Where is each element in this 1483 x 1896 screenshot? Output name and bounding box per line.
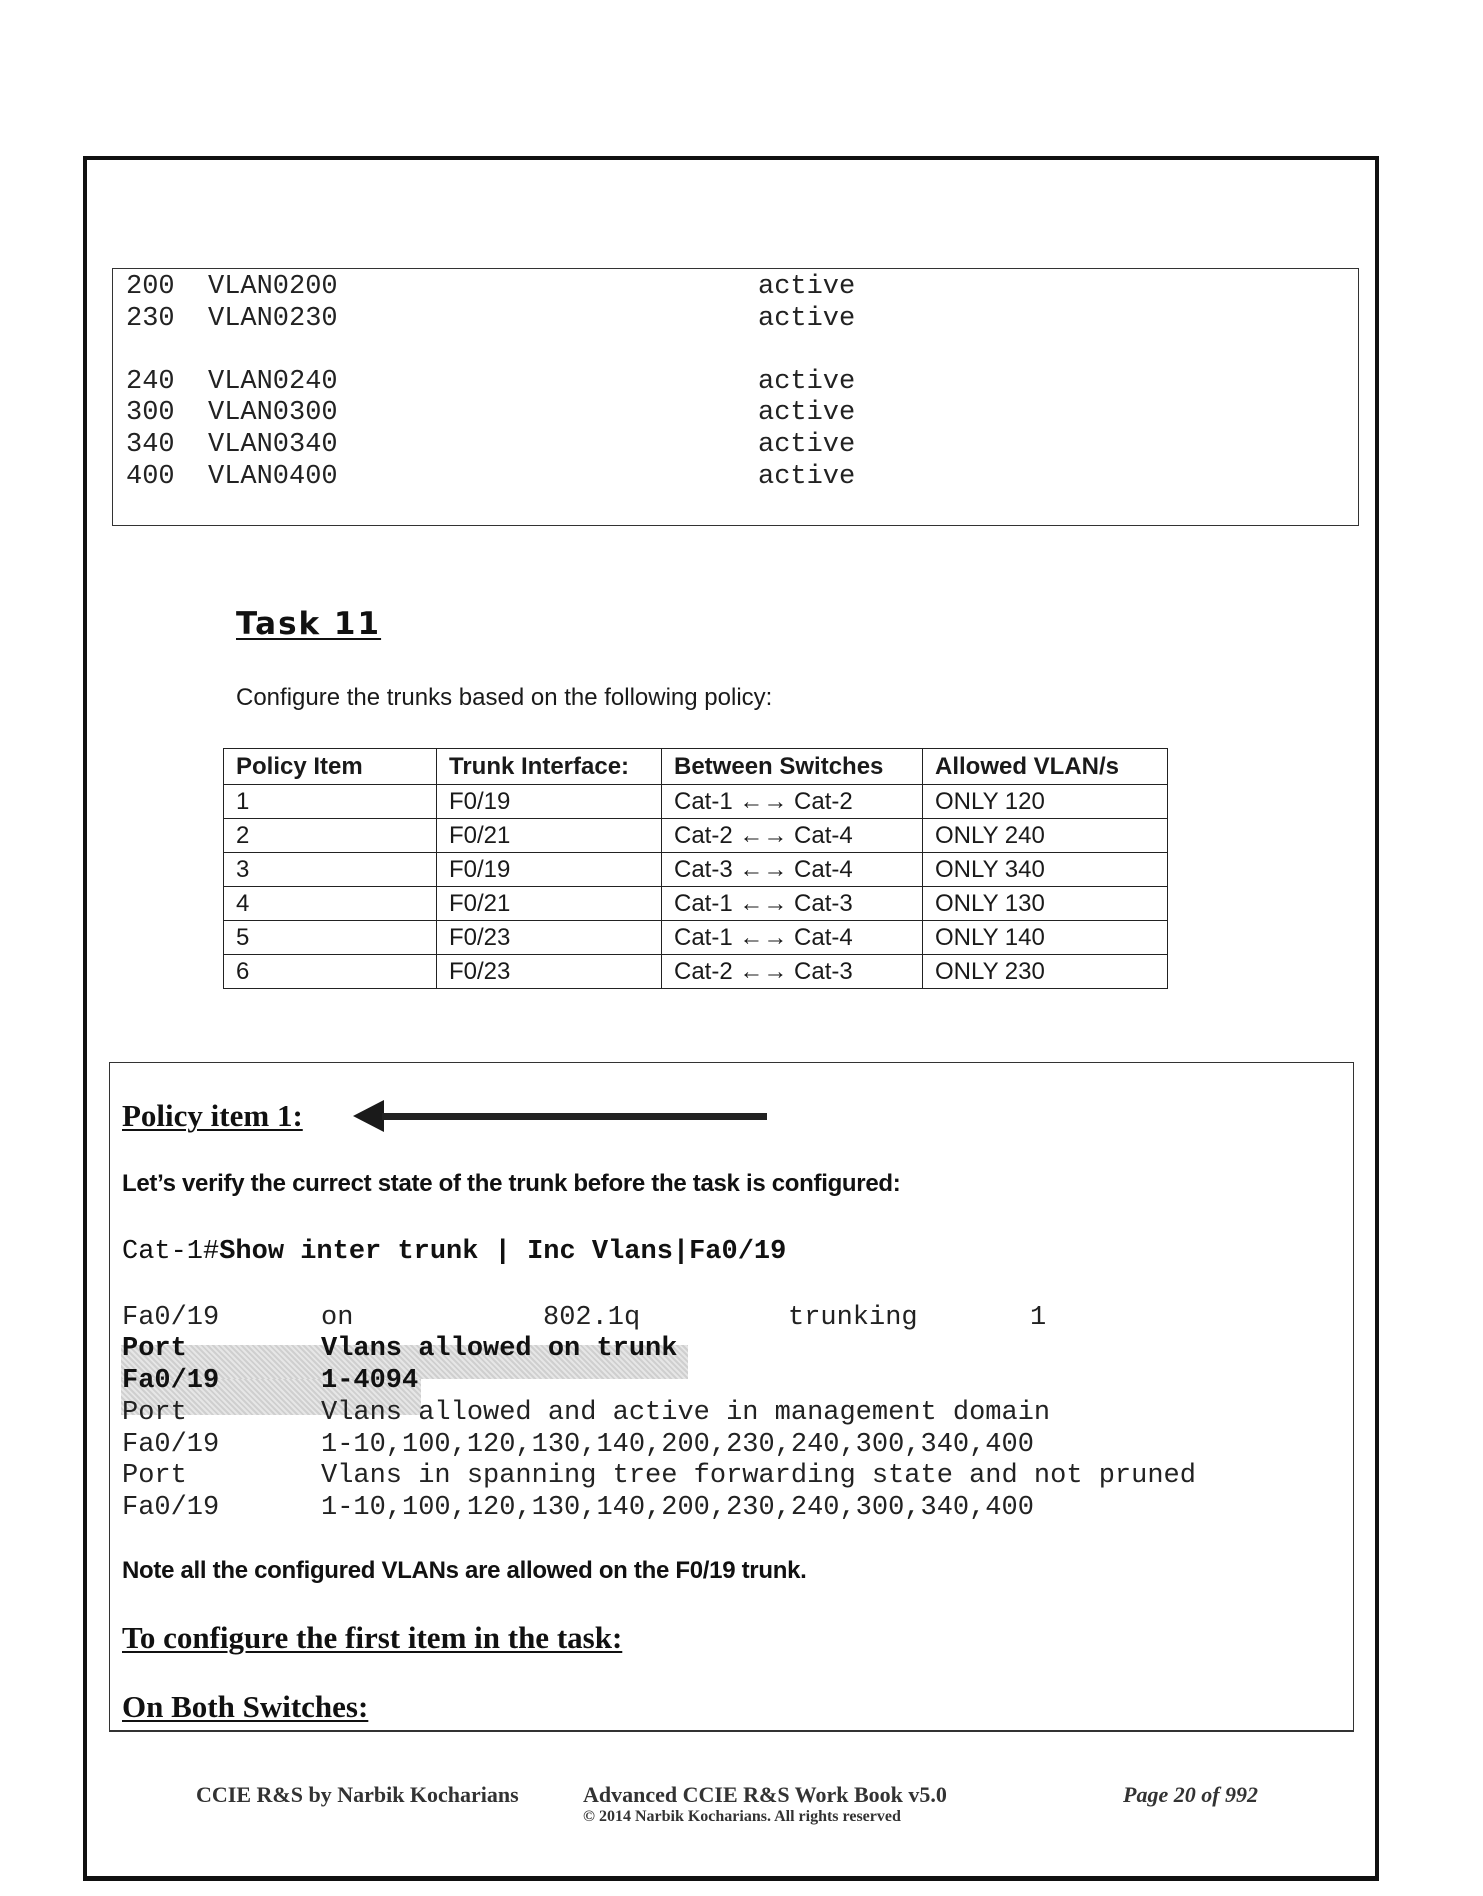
output-col: Port — [122, 1398, 187, 1428]
task-description: Configure the trunks based on the following policy: — [236, 684, 773, 711]
table-cell: 3 — [224, 853, 437, 887]
table-row — [224, 955, 1168, 989]
table-cell: F0/19 — [437, 785, 662, 819]
table-row — [224, 853, 1168, 887]
vlan-id: 340 — [126, 430, 175, 460]
configure-heading: To configure the first item in the task: — [122, 1620, 623, 1655]
column-header: Trunk Interface: — [437, 749, 662, 785]
output-col: trunking — [788, 1303, 918, 1333]
table-cell: F0/21 — [437, 819, 662, 853]
table-cell: ONLY 130 — [923, 887, 1168, 921]
table-header-row — [224, 749, 1168, 785]
vlan-status: active — [758, 272, 856, 302]
output-col: Vlans in spanning tree forwarding state and not pruned — [321, 1461, 1196, 1491]
table-cell: 6 — [224, 955, 437, 989]
cli-prompt: Cat-1# — [122, 1237, 220, 1267]
page-number: Page 20 of 992 — [1123, 1782, 1259, 1807]
table-cell: ONLY 140 — [923, 921, 1168, 955]
vlan-status: active — [758, 304, 856, 334]
vlan-name: VLAN0230 — [208, 304, 338, 334]
output-col: 1-10,100,120,130,140,200,230,240,300,340,400 — [321, 1430, 1034, 1460]
table-cell: F0/21 — [437, 887, 662, 921]
vlan-status: active — [758, 462, 856, 492]
policy-item-heading: Policy item 1: — [122, 1098, 303, 1133]
column-header: Between Switches — [662, 749, 923, 785]
table-cell: Cat-1 ←→ Cat-4 — [662, 921, 923, 955]
table-cell: 2 — [224, 819, 437, 853]
vlan-status: active — [758, 398, 856, 428]
table-cell: 4 — [224, 887, 437, 921]
policy-table — [223, 748, 1168, 989]
vlan-name: VLAN0340 — [208, 430, 338, 460]
table-cell: 1 — [224, 785, 437, 819]
output-col: 1-10,100,120,130,140,200,230,240,300,340,400 — [321, 1493, 1034, 1523]
table-cell: Cat-2 ←→ Cat-4 — [662, 819, 923, 853]
cli-command — [122, 1236, 786, 1268]
table-row — [224, 785, 1168, 819]
output-col: Port — [122, 1461, 187, 1491]
vlan-id: 300 — [126, 398, 175, 428]
vlan-id: 240 — [126, 367, 175, 397]
output-col: Fa0/19 — [122, 1303, 220, 1333]
table-cell: Cat-1 ←→ Cat-3 — [662, 887, 923, 921]
table-cell: ONLY 340 — [923, 853, 1168, 887]
footer-copyright: © 2014 Narbik Kocharians. All rights reserved — [583, 1808, 901, 1825]
table-row — [224, 819, 1168, 853]
note-text: Note all the configured VLANs are allowed on the F0/19 trunk. — [122, 1557, 807, 1584]
vlan-status: active — [758, 430, 856, 460]
both-switches-heading: On Both Switches: — [122, 1689, 369, 1724]
table-cell: Cat-1 ←→ Cat-2 — [662, 785, 923, 819]
table-cell: F0/19 — [437, 853, 662, 887]
table-cell: ONLY 120 — [923, 785, 1168, 819]
output-col: 1 — [1030, 1303, 1047, 1333]
vlan-id: 200 — [126, 272, 175, 302]
table-cell: F0/23 — [437, 955, 662, 989]
vlan-name: VLAN0240 — [208, 367, 338, 397]
output-col: on — [321, 1303, 354, 1333]
table-cell: Cat-2 ←→ Cat-3 — [662, 955, 923, 989]
output-col: Port — [122, 1334, 187, 1364]
output-col: Vlans allowed and active in management domain — [321, 1398, 1051, 1428]
table-cell: Cat-3 ←→ Cat-4 — [662, 853, 923, 887]
vlan-id: 230 — [126, 304, 175, 334]
vlan-name: VLAN0200 — [208, 272, 338, 302]
table-cell: ONLY 240 — [923, 819, 1168, 853]
output-col: Vlans allowed on trunk — [321, 1334, 678, 1364]
task-title: Task 11 — [236, 606, 382, 642]
output-col: 802.1q — [543, 1303, 641, 1333]
vlan-row — [126, 462, 856, 582]
output-col: Fa0/19 — [122, 1493, 220, 1523]
vlan-name: VLAN0400 — [208, 462, 338, 492]
table-cell: 5 — [224, 921, 437, 955]
output-col: Fa0/19 — [122, 1430, 220, 1460]
table-cell: F0/23 — [437, 921, 662, 955]
table-cell: ONLY 230 — [923, 955, 1168, 989]
table-row — [224, 921, 1168, 955]
cli-command-text: Show inter trunk | Inc Vlans|Fa0/19 — [219, 1237, 787, 1267]
footer-book-title: Advanced CCIE R&S Work Book v5.0 — [583, 1782, 947, 1807]
verify-instruction: Let’s verify the currect state of the trunk before the task is configured: — [122, 1170, 901, 1197]
left-arrow-icon — [350, 1096, 770, 1136]
column-header: Policy Item — [224, 749, 437, 785]
output-col: Fa0/19 — [122, 1366, 220, 1396]
column-header: Allowed VLAN/s — [923, 749, 1168, 785]
table-row — [224, 887, 1168, 921]
output-col: 1-4094 — [321, 1366, 419, 1396]
vlan-status: active — [758, 367, 856, 397]
vlan-id: 400 — [126, 462, 175, 492]
footer-author: CCIE R&S by Narbik Kocharians — [196, 1782, 519, 1807]
vlan-name: VLAN0300 — [208, 398, 338, 428]
